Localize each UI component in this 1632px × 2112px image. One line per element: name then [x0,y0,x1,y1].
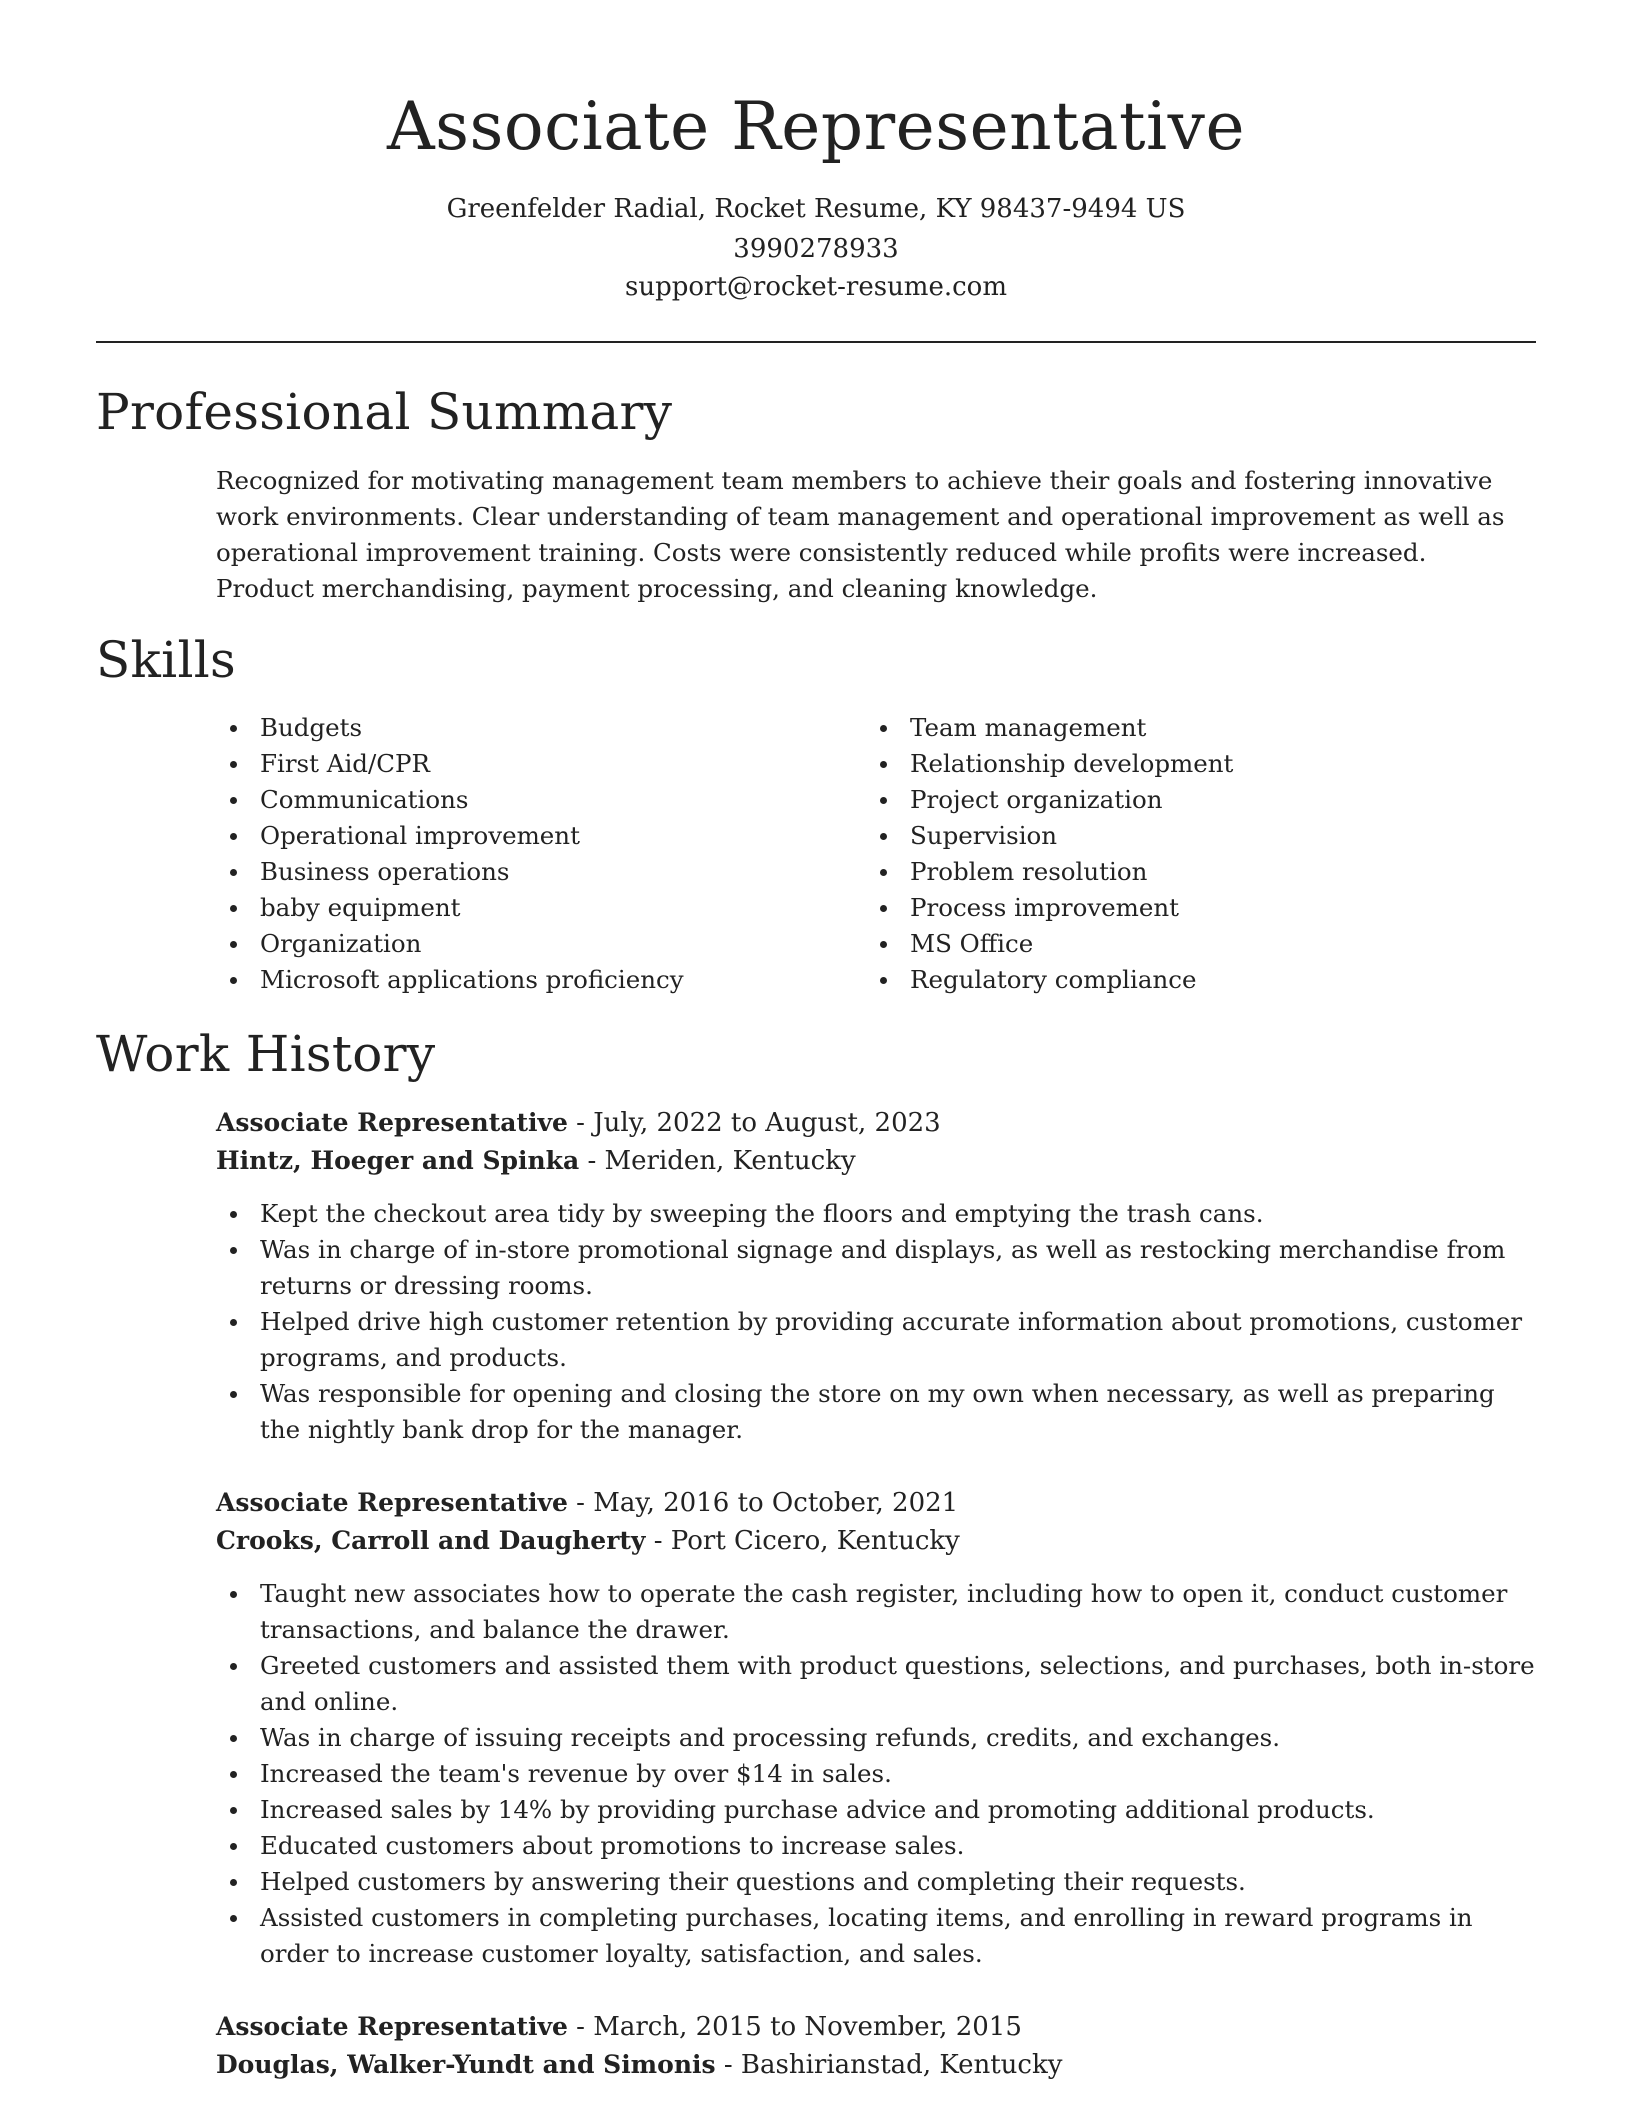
skills-list-right [866,710,1526,998]
summary-text: Recognized for motivating management team members to achieve their goals and fostering innovative work environments. Clear understanding of team management and operational improvement as well as operational improvement training. Costs were consistently reduced while profits were increased. Product merchandising, payment processing, and cleaning knowledge. [216,466,1505,603]
skill-item: baby equipment [216,890,836,926]
skills-list-left [216,710,836,998]
contact-email: support@rocket-resume.com [624,272,1007,302]
skill-item: MS Office [866,926,1526,962]
job-bullets [216,1196,1536,1448]
skill-item: Team management [866,710,1526,746]
skill-item: Regulatory compliance [866,962,1526,998]
job-entry [216,1484,1536,1972]
skill-item: Project organization [866,782,1526,818]
skill-item: Budgets [216,710,836,746]
skill-item: Supervision [866,818,1526,854]
job-company: Douglas, Walker-Yundt and Simonis [216,2050,716,2079]
job-entry [216,1104,1536,1448]
job-location: Meriden, Kentucky [604,1146,856,1176]
contact-phone: 3990278933 [733,234,899,264]
job-dates: March, 2015 to November, 2015 [593,2012,1022,2042]
job-bullets [216,1576,1536,1972]
skill-item: Microsoft applications proficiency [216,962,836,998]
skill-item: First Aid/CPR [216,746,836,782]
skills-heading: Skills [96,631,236,689]
skill-item: Operational improvement [216,818,836,854]
job-bullet: Taught new associates how to operate the cash register, including how to open it, conduct customer transactions, and balance the drawer. [216,1576,1536,1648]
job-bullet: Helped drive high customer retention by providing accurate information about promotions, customer programs, and products. [216,1304,1536,1376]
job-bullet: Was in charge of in-store promotional signage and displays, as well as restocking merchandise from returns or dressing rooms. [216,1232,1536,1304]
job-company-line: Douglas, Walker-Yundt and Simonis - Bashirianstad, Kentucky [216,2050,1063,2080]
job-bullet: Increased sales by 14% by providing purchase advice and promoting additional products. [216,1792,1536,1828]
job-bullet: Kept the checkout area tidy by sweeping the floors and emptying the trash cans. [216,1196,1536,1232]
job-title-line: Associate Representative - May, 2016 to October, 2021 [216,1488,959,1518]
skill-item: Organization [216,926,836,962]
job-bullet: Was in charge of issuing receipts and processing refunds, credits, and exchanges. [216,1720,1536,1756]
skill-item: Communications [216,782,836,818]
summary-heading: Professional Summary [96,383,673,441]
job-company: Crooks, Carroll and Daugherty [216,1526,646,1555]
header-divider [96,341,1536,343]
job-bullet: Assisted customers in completing purchases, locating items, and enrolling in reward programs in order to increase customer loyalty, satisfaction, and sales. [216,1900,1536,1972]
candidate-name: Associate Representative [386,88,1245,165]
job-dates: July, 2022 to August, 2023 [593,1108,941,1138]
job-company-line: Crooks, Carroll and Daugherty - Port Cicero, Kentucky [216,1526,960,1556]
job-bullet: Was responsible for opening and closing the store on my own when necessary, as well as preparing the nightly bank drop for the manager. [216,1376,1536,1448]
job-bullet: Educated customers about promotions to increase sales. [216,1828,1536,1864]
job-title-line: Associate Representative - March, 2015 to November, 2015 [216,2012,1022,2042]
job-title: Associate Representative [216,2012,568,2041]
skill-item: Process improvement [866,890,1526,926]
job-entry [216,2008,1536,2084]
job-title: Associate Representative [216,1488,568,1517]
job-bullet: Greeted customers and assisted them with product questions, selections, and purchases, both in-store and online. [216,1648,1536,1720]
contact-address: Greenfelder Radial, Rocket Resume, KY 98437-9494 US [446,194,1186,224]
job-bullet: Increased the team's revenue by over $14 in sales. [216,1756,1536,1792]
skill-item: Business operations [216,854,836,890]
job-company-line: Hintz, Hoeger and Spinka - Meriden, Kentucky [216,1146,856,1176]
work-history-heading: Work History [96,1025,436,1083]
job-bullet: Helped customers by answering their questions and completing their requests. [216,1864,1536,1900]
skill-item: Problem resolution [866,854,1526,890]
job-location: Bashirianstad, Kentucky [740,2050,1063,2080]
skill-item: Relationship development [866,746,1526,782]
job-title-line: Associate Representative - July, 2022 to August, 2023 [216,1108,941,1138]
job-location: Port Cicero, Kentucky [670,1526,960,1556]
job-title: Associate Representative [216,1108,568,1137]
job-company: Hintz, Hoeger and Spinka [216,1146,580,1175]
job-dates: May, 2016 to October, 2021 [593,1488,959,1518]
